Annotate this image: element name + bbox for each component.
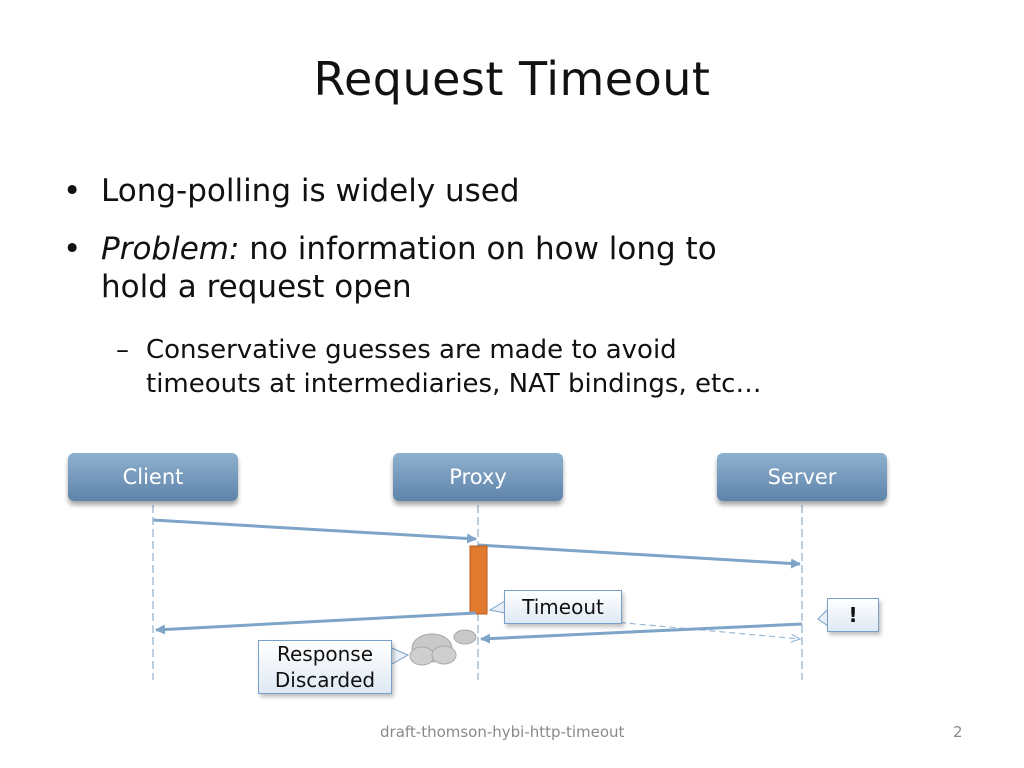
request-arrow-client-proxy (153, 520, 476, 539)
client-node: Client (68, 453, 238, 501)
bullet-mark: • (63, 231, 82, 267)
footer-doc-name: draft-thomson-hybi-http-timeout (380, 723, 625, 741)
bullet-mark: • (63, 173, 82, 209)
discarded-callout-pointer (392, 648, 408, 664)
request-arrow-proxy-server (478, 545, 800, 564)
timeout-arrow-proxy-client (156, 613, 476, 630)
response-arrow-server-proxy (481, 624, 802, 639)
discarded-line2: Discarded (274, 668, 376, 692)
sub-bullet-text: Conservative guesses are made to avoid (146, 335, 677, 365)
page-number: 2 (953, 723, 963, 741)
bullet-text: Long-polling is widely used (101, 173, 520, 209)
response-discarded-callout (258, 640, 392, 694)
dash-mark: – (116, 335, 129, 365)
bullet-text-line2: hold a request open (101, 269, 412, 305)
timeout-callout-pointer (490, 601, 505, 613)
timeout-callout: Timeout (504, 590, 622, 624)
sub-bullet-text-line2: timeouts at intermediaries, NAT bindings, etc… (146, 369, 762, 399)
proxy-node: Proxy (393, 453, 563, 501)
server-node: Server (717, 453, 887, 501)
discard-cloud-icon (410, 630, 476, 665)
bang-callout: ! (827, 598, 879, 632)
discarded-line1: Response (276, 642, 374, 666)
bullet-emphasis: Problem: (101, 231, 240, 267)
slide-title: Request Timeout (313, 52, 711, 106)
bullet-text: no information on how long to (239, 231, 717, 267)
proxy-timer-bar (470, 546, 487, 614)
